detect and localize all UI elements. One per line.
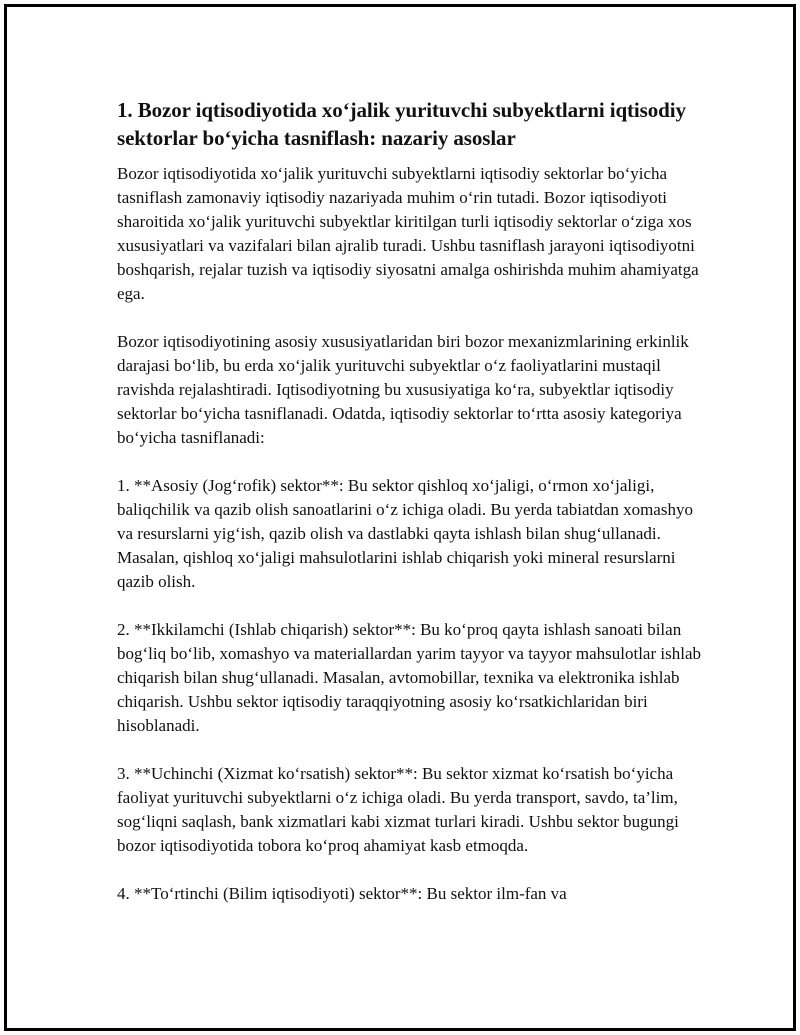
- paragraph-intro: Bozor iqtisodiyotida xo‘jalik yurituvchi subyektlarni iqtisodiy sektorlar bo‘yicha tasniflash zamonaviy iqtisodiy nazariyada muhim o‘rin tutadi. Bozor iqtisodiyoti sharoitida xo‘jalik yurituvchi subyektlar kiritilgan turli iqtisodiy sektorlar o‘ziga xos xususiyatlari va vazifalari bilan ajralib turadi. Ushbu tasniflash jarayoni iqtisodiyotni boshqarish, rejalar tuzish va iqtisodiy siyosatni amalga oshirishda muhim ahamiyatga ega.: [117, 164, 699, 303]
- paragraph-secondary-sector: 2. **Ikkilamchi (Ishlab chiqarish) sektor**: Bu ko‘proq qayta ishlash sanoati bilan bog‘liq bo‘lib, xomashyo va materiallardan yarim tayyor va tayyor mahsulotlar ishlab chiqarish bilan shug‘ullanadi. Masalan, avtomobillar, texnika va elektronika ishlab chiqarish. Ushbu sektor iqtisodiy taraqqiyotning asosiy ko‘rsatkichlaridan biri hisoblanadi.: [117, 620, 701, 735]
- paragraph-tertiary-sector: 3. **Uchinchi (Xizmat ko‘rsatish) sektor**: Bu sektor xizmat ko‘rsatish bo‘yicha faoliyat yurituvchi subyektlarni o‘z ichiga oladi. Bu yerda transport, savdo, ta’lim, sog‘liqni saqlash, bank xizmatlari kabi xizmat turlari kiradi. Ushbu sektor bugungi bozor iqtisodiyotida tobora ko‘proq ahamiyat kasb etmoqda.: [117, 764, 679, 855]
- paragraph-quaternary-sector: 4. **To‘rtinchi (Bilim iqtisodiyoti) sektor**: Bu sektor ilm-fan va: [117, 884, 567, 903]
- paragraph-market-features: Bozor iqtisodiyotining asosiy xususiyatlaridan biri bozor mexanizmlarining erkinlik darajasi bo‘lib, bu erda xo‘jalik yurituvchi subyektlar o‘z faoliyatlarini mustaqil ravishda rejalashtiradi. Iqtisodiyotning bu xususiyatiga ko‘ra, subyektlar iqtisodiy sektorlar bo‘yicha tasniflanadi. Odatda, iqtisodiy sektorlar to‘rtta asosiy kategoriya bo‘yicha tasniflanadi:: [117, 332, 689, 447]
- document-body: [117, 96, 707, 906]
- paragraph-primary-sector: 1. **Asosiy (Jog‘rofik) sektor**: Bu sektor qishloq xo‘jaligi, o‘rmon xo‘jaligi, baliqchilik va qazib olish sanoatlarini o‘z ichiga oladi. Bu yerda tabiatdan xomashyo va resurslarni yig‘ish, qazib olish va dastlabki qayta ishlash bilan shug‘ullanadi. Masalan, qishloq xo‘jaligi mahsulotlarini ishlab chiqarish yoki mineral resurslarni qazib olish.: [117, 476, 693, 591]
- document-title: 1. Bozor iqtisodiyotida xo‘jalik yurituvchi subyektlarni iqtisodiy sektorlar bo‘yicha tasniflash: nazariy asoslar: [117, 98, 686, 150]
